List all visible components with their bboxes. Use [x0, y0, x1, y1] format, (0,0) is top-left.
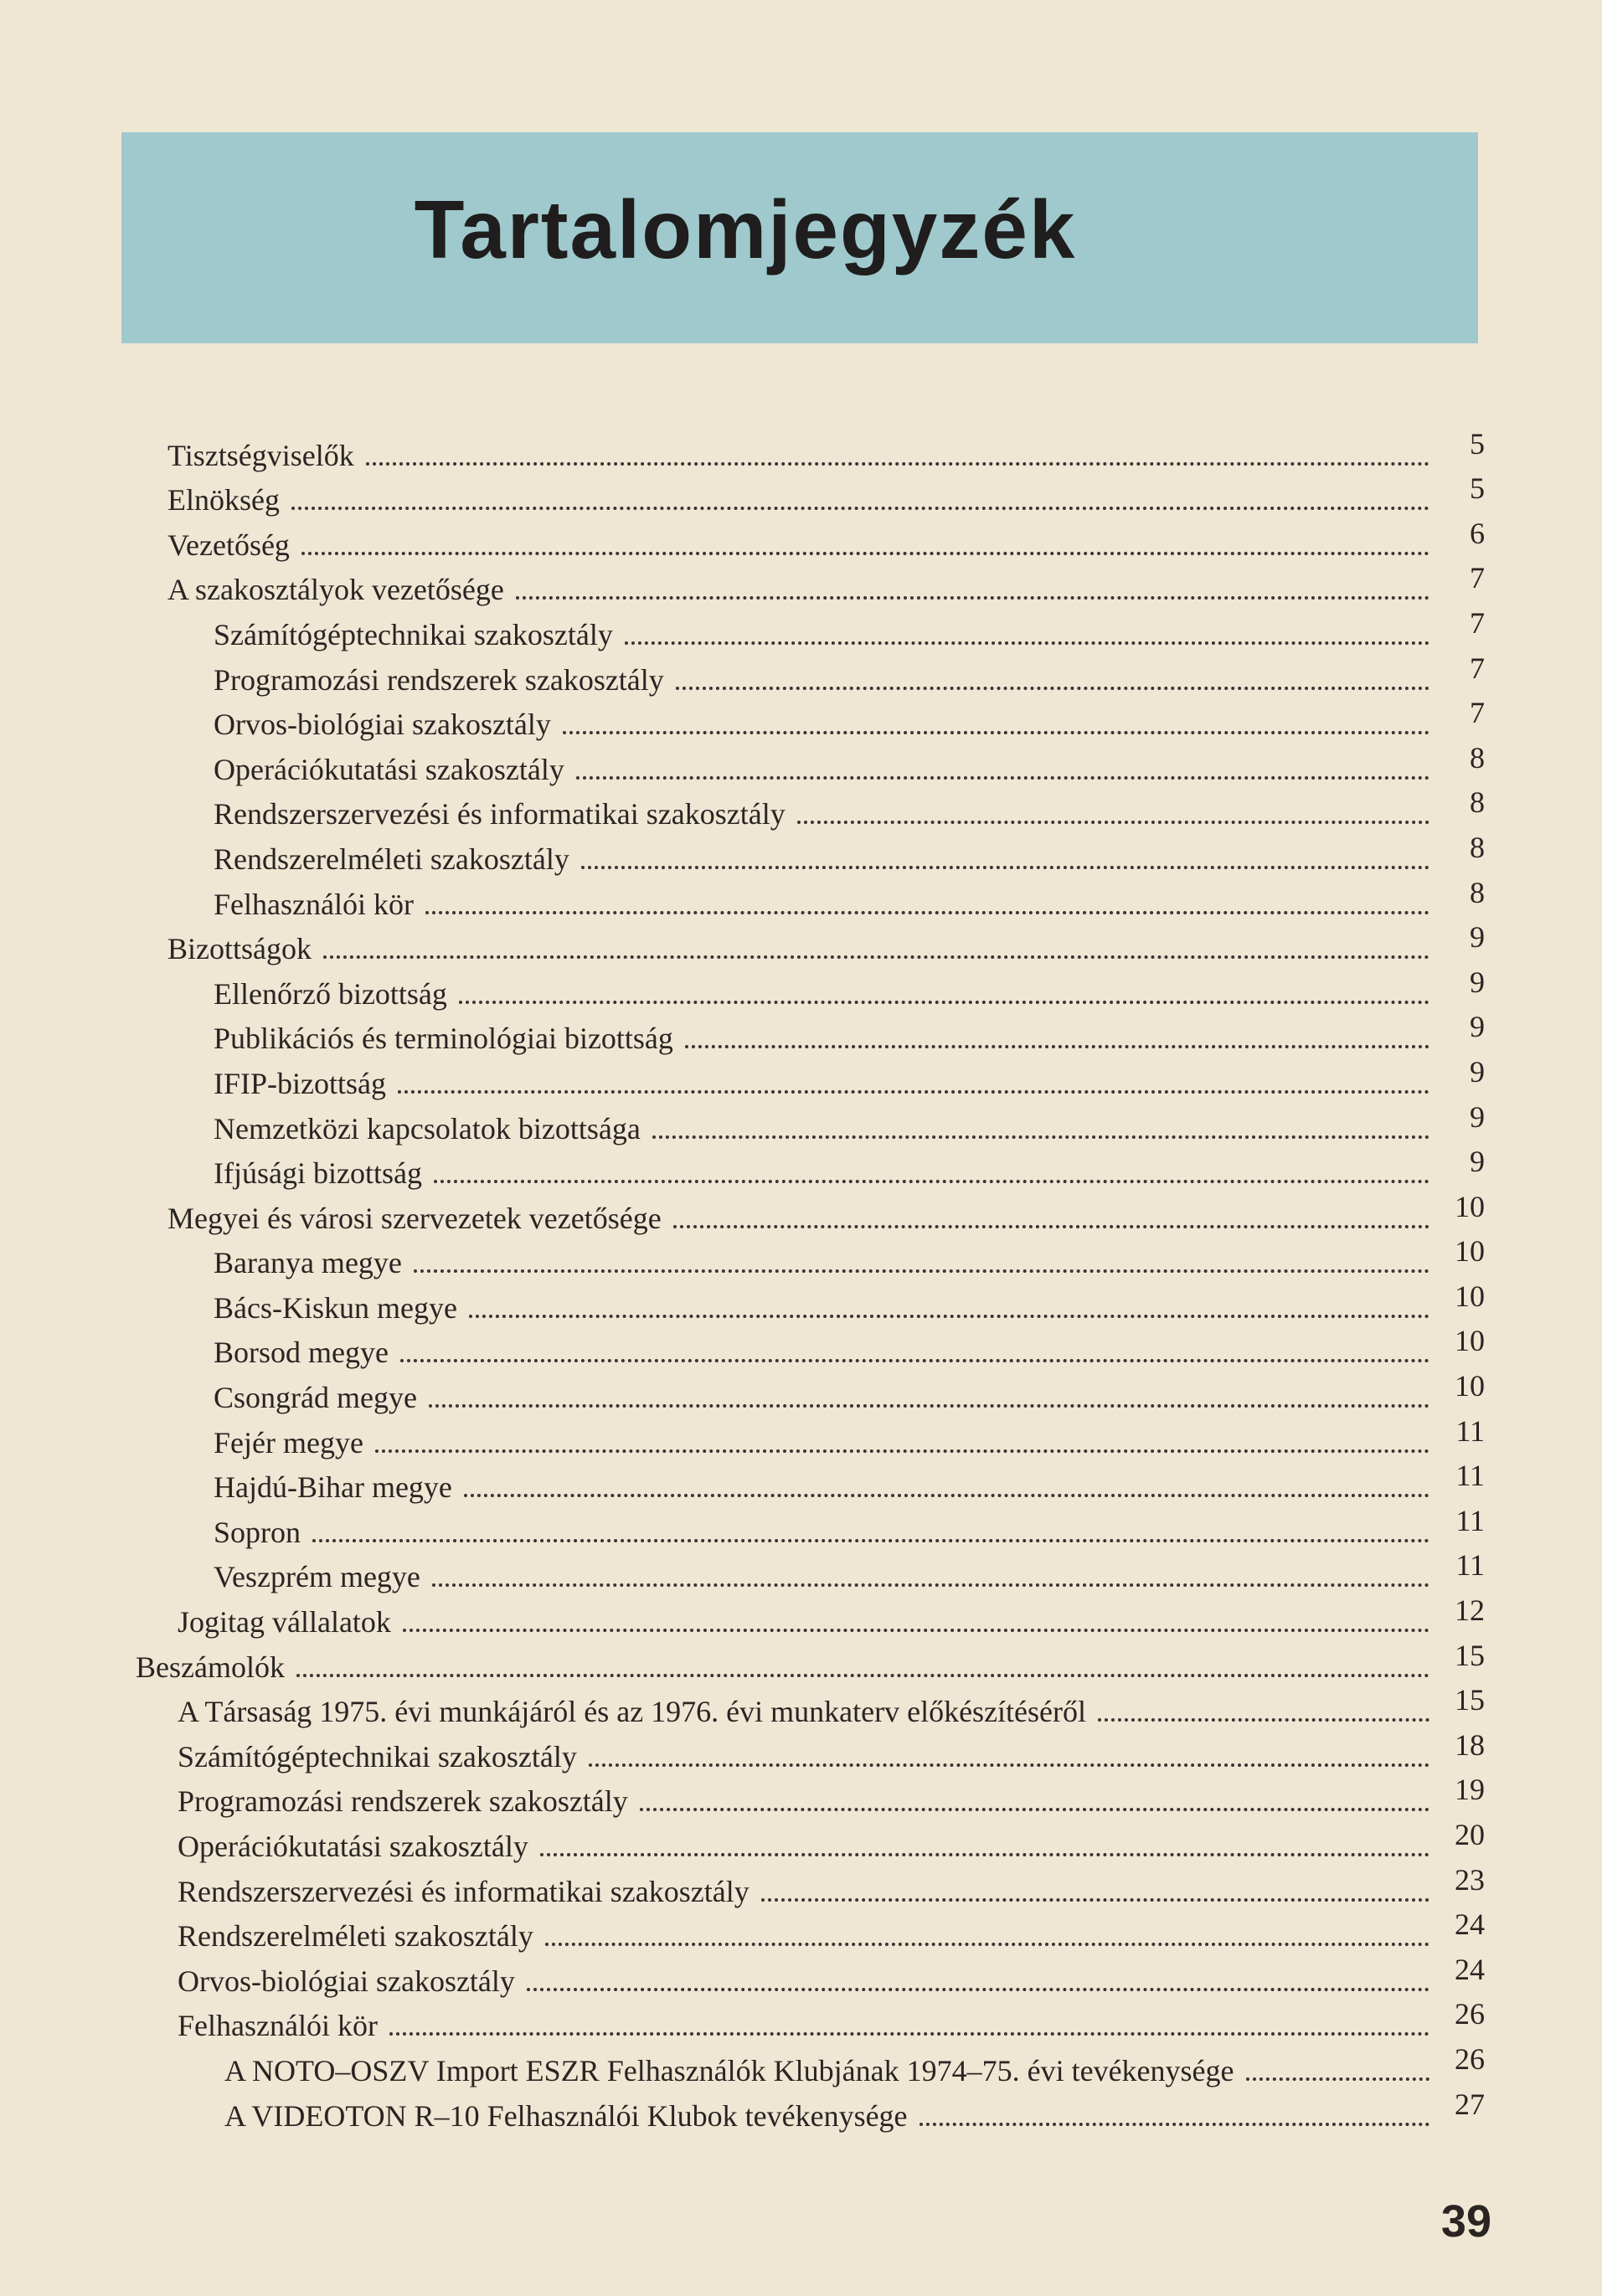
- toc-entry: [0, 1820, 1602, 1865]
- toc-entry-title: Borsod megye: [214, 1336, 389, 1370]
- toc-entry-page: 23: [1455, 1862, 1485, 1897]
- toc-entry-title: Rendszerelméleti szakosztály: [178, 1919, 533, 1954]
- toc-entry-title: Ifjúsági bizottság: [214, 1156, 422, 1191]
- toc-entry: [0, 1548, 1602, 1596]
- toc-entry: [0, 1954, 1602, 2000]
- dot-leader: [425, 911, 1429, 914]
- toc-entry-page: 27: [1455, 2087, 1485, 2121]
- title-band: [121, 132, 1478, 343]
- toc-entry: [0, 832, 1602, 878]
- toc-entry-title: Fejér megye: [214, 1425, 363, 1459]
- toc-entry-title: Felhasználói kör: [214, 887, 414, 921]
- dot-leader: [403, 1629, 1429, 1632]
- toc-entry: [0, 1461, 1602, 1506]
- toc-entry-title: Rendszerszervezési és informatikai szakosztály: [214, 797, 786, 831]
- toc-entry: [0, 967, 1602, 1012]
- toc-entry-title: A NOTO–OSZV Import ESZR Felhasználók Klubjának 1974–75. évi tevékenysége: [224, 2053, 1234, 2088]
- toc-entry-title: Számítógéptechnikai szakosztály: [214, 617, 613, 651]
- toc-entry: [0, 1234, 1602, 1282]
- page-title: Tartalomjegyzék: [414, 183, 1077, 275]
- toc-entry: [0, 1281, 1602, 1326]
- toc-entry: [0, 785, 1602, 833]
- toc-entry-title: Programozási rendszerek szakosztály: [178, 1784, 628, 1819]
- dot-leader: [323, 955, 1429, 959]
- toc-entry: [0, 875, 1602, 923]
- toc-entry-page: 11: [1455, 1503, 1485, 1537]
- toc-entry: [0, 1012, 1602, 1058]
- dot-leader: [1098, 1718, 1429, 1722]
- toc-entry-page: 7: [1470, 696, 1485, 730]
- toc-entry-page: 9: [1470, 920, 1485, 955]
- dot-leader: [527, 1988, 1429, 1991]
- toc-entry-page: 20: [1455, 1818, 1485, 1851]
- toc-entry-page: 8: [1470, 740, 1485, 775]
- toc-entry-page: 7: [1470, 651, 1485, 685]
- toc-entry: [0, 1054, 1602, 1102]
- toc-entry-title: Beszámolók: [136, 1650, 285, 1684]
- toc-entry: [0, 561, 1602, 609]
- toc-entry-page: 26: [1455, 2041, 1485, 2076]
- dot-leader: [919, 2123, 1429, 2126]
- toc-entry: [0, 1371, 1602, 1416]
- toc-entry: [0, 1862, 1602, 1910]
- toc-entry: [0, 1640, 1602, 1686]
- dot-leader: [312, 1539, 1429, 1542]
- dot-leader: [366, 462, 1429, 466]
- toc-entry-title: Publikációs és terminológiai bizottság: [214, 1022, 673, 1056]
- toc-entry-page: 12: [1455, 1593, 1485, 1628]
- toc-entry-title: Jogitag vállalatok: [178, 1605, 391, 1640]
- dot-leader: [652, 1135, 1429, 1139]
- dot-leader: [291, 507, 1429, 510]
- toc-entry-title: A Társaság 1975. évi munkájáról és az 1976. évi munkaterv előkészítéséről: [178, 1695, 1087, 1729]
- dot-leader: [540, 1853, 1429, 1856]
- toc-entry: [0, 605, 1602, 653]
- toc-entry-page: 8: [1470, 830, 1485, 864]
- dot-leader: [576, 776, 1429, 780]
- toc-entry-title: Orvos-biológiai szakosztály: [214, 708, 551, 742]
- toc-entry-title: A VIDEOTON R–10 Felhasználói Klubok tevékenysége: [224, 2098, 908, 2133]
- toc-entry: [0, 1907, 1602, 1955]
- toc-entry-page: 5: [1470, 426, 1485, 461]
- dot-leader: [432, 1583, 1429, 1587]
- dot-leader: [375, 1449, 1429, 1453]
- toc-entry-title: Operációkutatási szakosztály: [178, 1830, 528, 1863]
- toc-entry-page: 10: [1455, 1279, 1485, 1313]
- dot-leader: [389, 2032, 1429, 2036]
- toc-entry-page: 10: [1455, 1189, 1485, 1223]
- toc-entry-title: Ellenőrző bizottság: [214, 976, 447, 1011]
- toc-entry: [0, 1189, 1602, 1237]
- dot-leader: [398, 1090, 1429, 1094]
- dot-leader: [464, 1494, 1429, 1497]
- toc-entry-title: Bács-Kiskun megye: [214, 1290, 457, 1325]
- toc-entry-page: 18: [1455, 1727, 1485, 1762]
- toc-entry-title: Veszprém megye: [214, 1560, 420, 1594]
- toc-entry-page: 8: [1470, 875, 1485, 909]
- dot-leader: [673, 1225, 1429, 1228]
- toc-entry: [0, 1683, 1602, 1731]
- toc-entry: [0, 2041, 1602, 2089]
- toc-entry-title: Rendszerszervezési és informatikai szakosztály: [178, 1874, 749, 1908]
- toc-entry: [0, 1099, 1602, 1147]
- toc-entry-title: Operációkutatási szakosztály: [214, 752, 564, 786]
- dot-leader: [563, 731, 1429, 734]
- toc-entry-page: 9: [1470, 1145, 1485, 1179]
- toc-entry-page: 11: [1455, 1459, 1485, 1493]
- toc-entry-page: 15: [1455, 1638, 1485, 1672]
- dot-leader: [581, 866, 1429, 869]
- dot-leader: [301, 552, 1429, 555]
- toc-entry-title: Rendszerelméleti szakosztály: [214, 842, 569, 876]
- dot-leader: [429, 1404, 1429, 1408]
- toc-entry-page: 7: [1470, 605, 1485, 640]
- toc-entry-page: 9: [1470, 1010, 1485, 1044]
- dot-leader: [685, 1045, 1429, 1048]
- toc-entry-title: Programozási rendszerek szakosztály: [214, 662, 664, 697]
- toc-entry-page: 26: [1455, 1997, 1485, 2031]
- dot-leader: [797, 821, 1429, 824]
- toc-entry: [0, 1775, 1602, 1820]
- dot-leader: [516, 596, 1429, 600]
- dot-leader: [414, 1269, 1429, 1273]
- toc-entry: [0, 920, 1602, 968]
- toc-entry: [0, 1413, 1602, 1461]
- dot-leader: [459, 1001, 1429, 1004]
- dot-leader: [545, 1943, 1429, 1946]
- dot-leader: [761, 1898, 1429, 1902]
- toc-entry: [0, 426, 1602, 474]
- toc-entry-page: 9: [1470, 1054, 1485, 1089]
- toc-entry-page: 11: [1455, 1548, 1485, 1583]
- dot-leader: [625, 641, 1429, 645]
- toc-entry: [0, 1595, 1602, 1640]
- toc-entry-page: 10: [1455, 1234, 1485, 1269]
- dot-leader: [469, 1315, 1429, 1318]
- toc-entry: [0, 1503, 1602, 1551]
- toc-entry-title: Csongrád megye: [214, 1381, 417, 1415]
- toc-entry: [0, 698, 1602, 744]
- toc-entry-page: 11: [1455, 1413, 1485, 1448]
- toc-entry-title: A szakosztályok vezetősége: [167, 573, 504, 607]
- toc-entry-page: 7: [1470, 561, 1485, 595]
- toc-entry: [0, 1147, 1602, 1192]
- toc-entry-title: Tisztségviselők: [167, 438, 354, 472]
- toc-entry-page: 10: [1455, 1324, 1485, 1358]
- dot-leader: [434, 1180, 1429, 1183]
- toc-entry-page: 10: [1455, 1369, 1485, 1403]
- toc-entry: [0, 2089, 1602, 2134]
- toc-entry-page: 9: [1470, 965, 1485, 999]
- toc-entry-title: Baranya megye: [214, 1246, 402, 1280]
- toc-entry: [0, 518, 1602, 564]
- toc-entry-page: 9: [1470, 1099, 1485, 1134]
- toc-entry-title: Megyei és városi szervezetek vezetősége: [167, 1201, 662, 1235]
- toc-entry-title: Számítógéptechnikai szakosztály: [178, 1739, 577, 1773]
- toc-entry-title: Elnökség: [167, 483, 280, 517]
- toc-entry-page: 24: [1455, 1907, 1485, 1942]
- toc-entry: [0, 1326, 1602, 1372]
- toc-entry-title: Orvos-biológiai szakosztály: [178, 1964, 515, 1998]
- toc-entry-page: 24: [1455, 1952, 1485, 1986]
- toc-entry-page: 15: [1455, 1683, 1485, 1717]
- toc-entry-page: 19: [1455, 1773, 1485, 1807]
- dot-leader: [589, 1763, 1429, 1767]
- toc-entry: [0, 653, 1602, 698]
- toc-entry-title: Bizottságok: [167, 932, 312, 966]
- toc-entry-title: Nemzetközi kapcsolatok bizottsága: [214, 1111, 641, 1145]
- toc-entry-page: 6: [1470, 516, 1485, 550]
- dot-leader: [640, 1808, 1429, 1811]
- dot-leader: [676, 687, 1429, 690]
- table-of-contents: [0, 426, 1602, 2134]
- toc-entry: [0, 1727, 1602, 1775]
- dot-leader: [1246, 2077, 1430, 2081]
- page-number: 39: [1440, 2196, 1491, 2247]
- dot-leader: [400, 1359, 1429, 1362]
- toc-entry: [0, 740, 1602, 788]
- toc-entry: [0, 1997, 1602, 2045]
- toc-entry-page: 8: [1470, 785, 1485, 820]
- toc-entry: [0, 471, 1602, 519]
- dot-leader: [296, 1674, 1429, 1677]
- toc-entry-title: Sopron: [214, 1515, 301, 1549]
- toc-entry-title: Hajdú-Bihar megye: [214, 1470, 452, 1505]
- toc-entry-title: Felhasználói kör: [178, 2009, 378, 2043]
- toc-entry-title: Vezetőség: [167, 528, 290, 562]
- toc-entry-page: 5: [1470, 471, 1485, 506]
- toc-entry-title: IFIP-bizottság: [214, 1066, 386, 1100]
